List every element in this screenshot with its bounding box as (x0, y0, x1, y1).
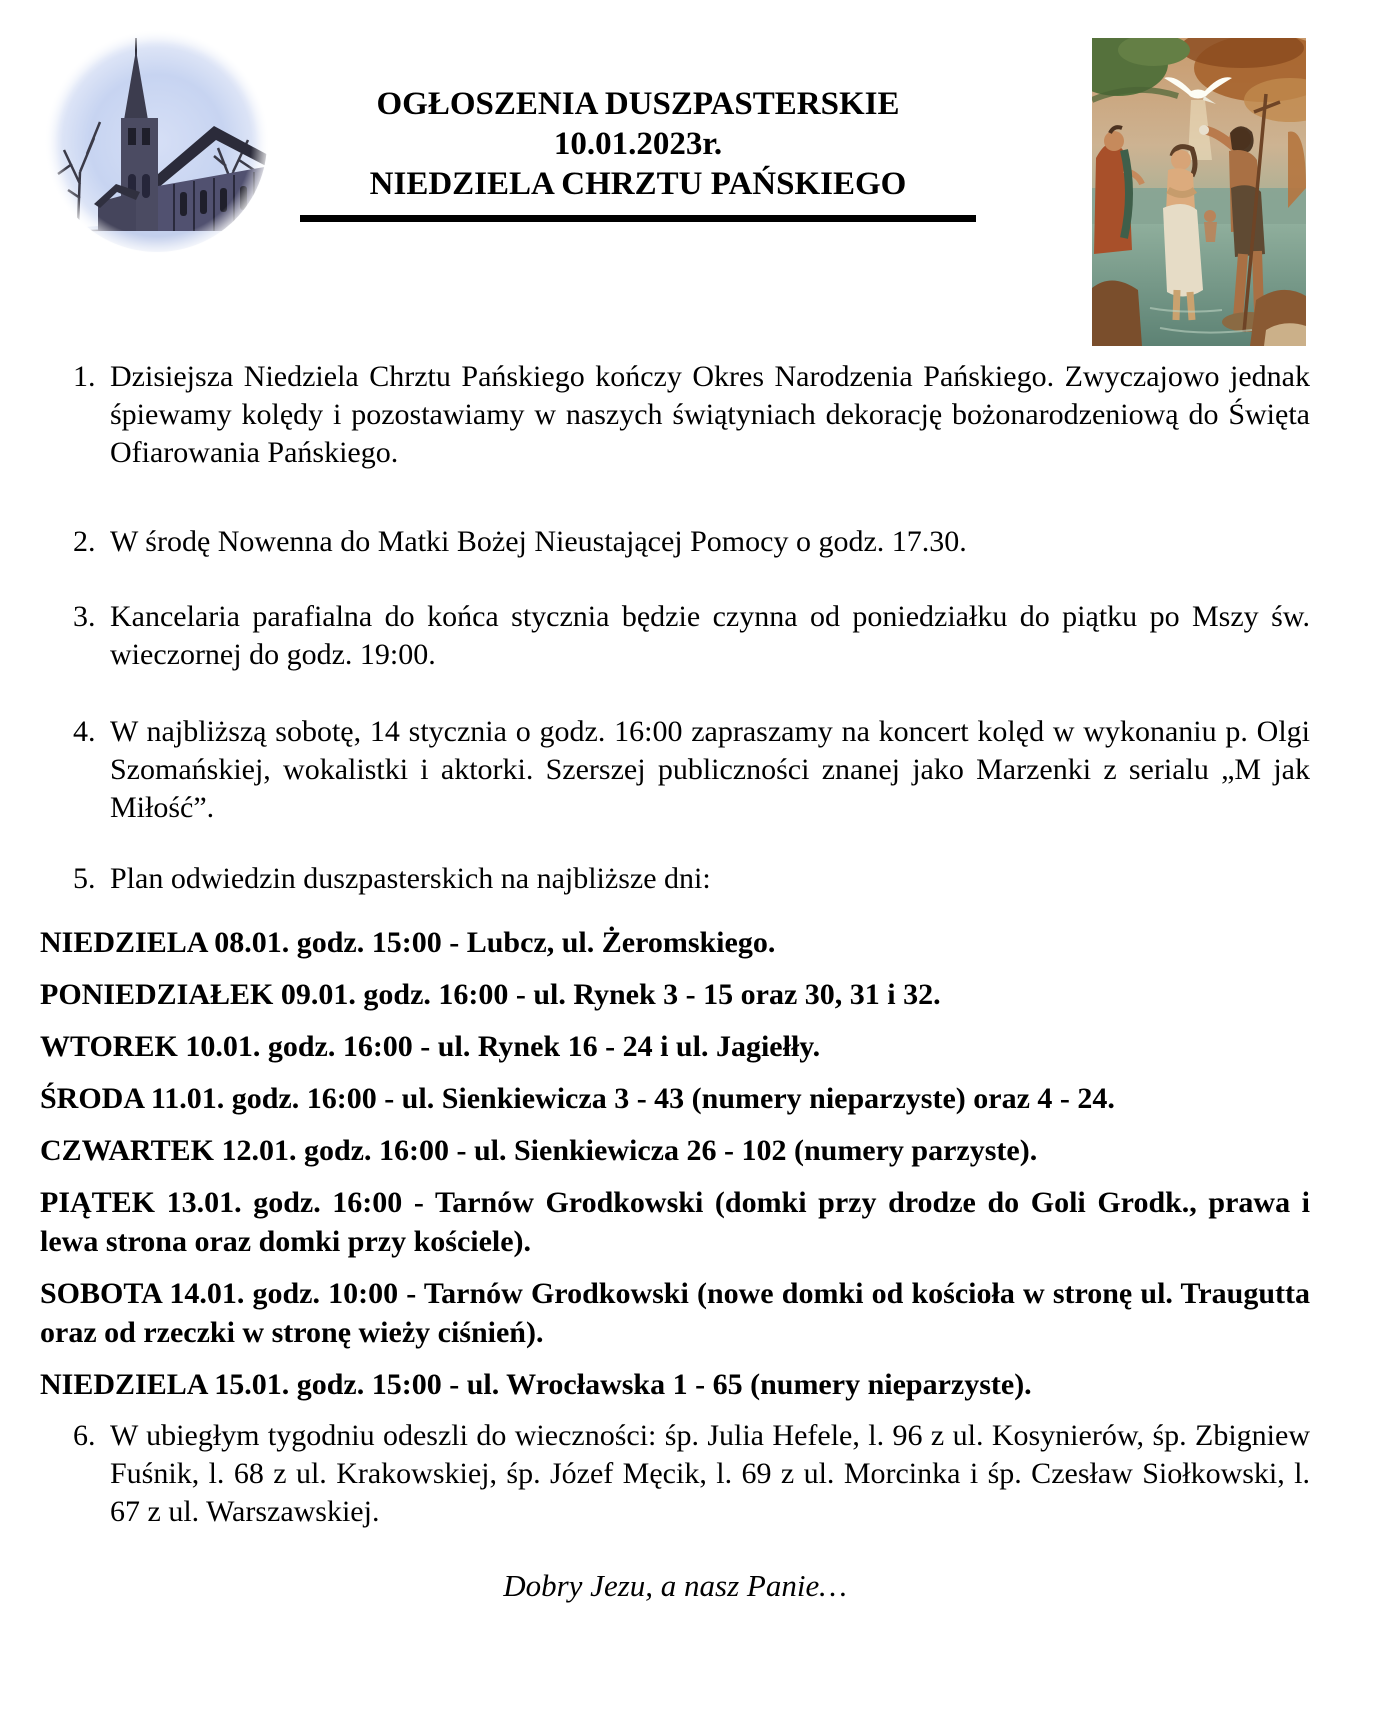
church-engraving-image (40, 22, 274, 262)
closing-prayer-line: Dobry Jezu, a nasz Panie… (503, 1568, 847, 1603)
announcement-item-1 (40, 358, 1310, 472)
announcement-item-4 (40, 713, 1310, 827)
schedule-line-thursday-1201: CZWARTEK 12.01. godz. 16:00 - ul. Sienkiewicza 26 - 102 (numery parzyste). (40, 1134, 1038, 1167)
item-text: W najbliższą sobotę, 14 stycznia o godz. 16:00 zapraszamy na koncert kolęd w wykonaniu p. Olgi Szomańskiej, wokalistki i aktorki. Szerszej publiczności znanej jako Marzenki z serialu „M jak Miłość”. (110, 715, 1310, 824)
item-text: Plan odwiedzin duszpasterskich na najbliższe dni: (110, 862, 711, 895)
schedule-line-tuesday-1001: WTOREK 10.01. godz. 16:00 - ul. Rynek 16 - 24 i ul. Jagiełły. (40, 1030, 821, 1063)
baptism-of-christ-icon (1092, 38, 1306, 346)
item-number: 2. (73, 525, 96, 558)
item-text: Kancelaria parafialna do końca stycznia będzie czynna od poniedziałku do piątku po Mszy św. wieczornej do godz. 19:00. (110, 600, 1310, 671)
baptism-painting-image (1092, 38, 1306, 346)
schedule-line-friday-1301: PIĄTEK 13.01. godz. 16:00 - Tarnów Grodkowski (domki przy drodze do Goli Grodk., prawa i lewa strona oraz domki przy kościele). (40, 1186, 1310, 1258)
church-icon (40, 22, 274, 262)
item-number: 5. (73, 862, 96, 895)
announcement-item-6 (40, 1417, 1310, 1531)
announcement-item-5 (40, 860, 1310, 898)
item-number: 1. (73, 360, 96, 393)
announcements-body (40, 358, 1310, 1605)
schedule-line-saturday-1401: SOBOTA 14.01. godz. 10:00 - Tarnów Grodkowski (nowe domki od kościoła w stronę ul. Traugutta oraz od rzeczki w stronę wieży ciśnień). (40, 1277, 1310, 1349)
item-number: 4. (73, 715, 96, 748)
title-line-2: 10.01.2023r. (553, 126, 723, 162)
item-text: W ubiegłym tygodniu odeszli do wieczności: śp. Julia Hefele, l. 96 z ul. Kosynierów, śp. Zbigniew Fuśnik, l. 68 z ul. Krakowskiej, śp. Józef Męcik, l. 69 z ul. Morcinka i śp. Czesław Siołkowski, l. 67 z ul. Warszawskiej. (110, 1419, 1310, 1528)
page-title (300, 84, 976, 204)
schedule-line-sunday-0801: NIEDZIELA 08.01. godz. 15:00 - Lubcz, ul. Żeromskiego. (40, 926, 776, 959)
schedule-line-sunday-1501: NIEDZIELA 15.01. godz. 15:00 - ul. Wrocławska 1 - 65 (numery nieparzyste). (40, 1368, 1032, 1401)
title-line-1: OGŁOSZENIA DUSZPASTERSKIE (376, 86, 900, 122)
schedule-line-monday-0901: PONIEDZIAŁEK 09.01. godz. 16:00 - ul. Rynek 3 - 15 oraz 30, 31 i 32. (40, 978, 941, 1011)
announcement-item-2 (40, 523, 1310, 561)
item-number: 3. (73, 600, 96, 633)
announcement-item-3 (40, 598, 1310, 674)
item-text: Dzisiejsza Niedziela Chrztu Pańskiego kończy Okres Narodzenia Pańskiego. Zwyczajowo jednak śpiewamy kolędy i pozostawiamy w naszych świątyniach dekorację bożonarodzeniową do Święta Ofiarowania Pańskiego. (110, 360, 1310, 469)
item-text: W środę Nowenna do Matki Bożej Nieustającej Pomocy o godz. 17.30. (110, 525, 967, 558)
item-number: 6. (73, 1419, 96, 1452)
title-divider (300, 215, 976, 222)
title-line-3: NIEDZIELA CHRZTU PAŃSKIEGO (369, 166, 907, 202)
schedule-line-wednesday-1101: ŚRODA 11.01. godz. 16:00 - ul. Sienkiewicza 3 - 43 (numery nieparzyste) oraz 4 - 24. (40, 1082, 1115, 1115)
